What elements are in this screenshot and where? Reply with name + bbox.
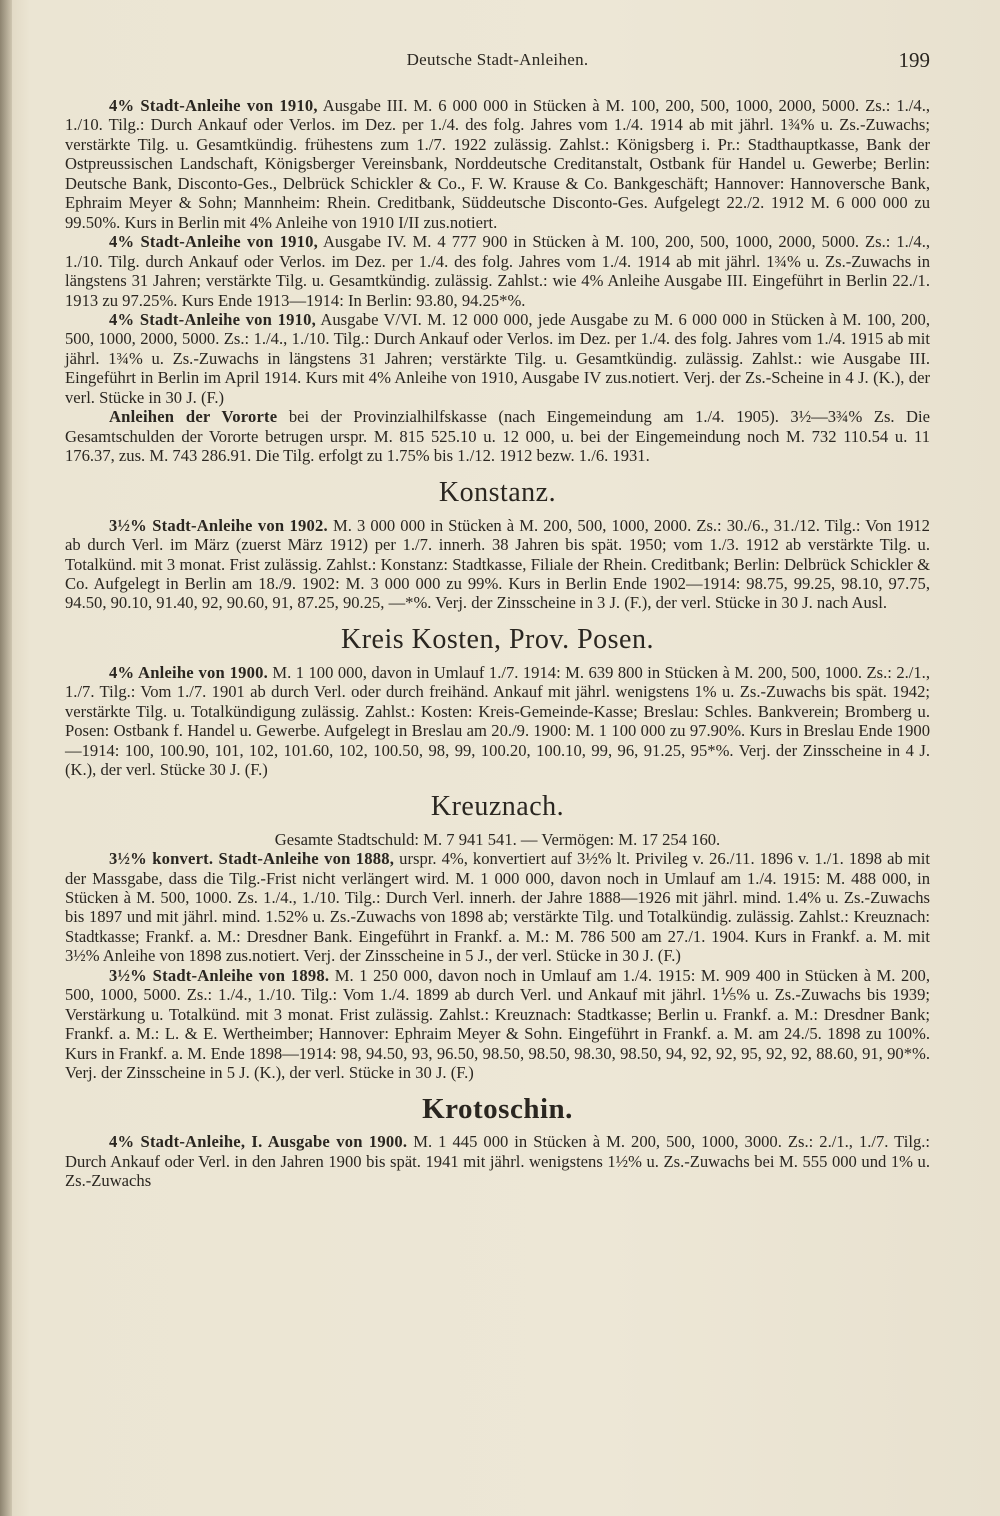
page-number: 199: [898, 48, 930, 72]
bond-details: urspr. 4%, konvertiert auf 3½% lt. Privileg v. 26./11. 1896 v. 1./1. 1898 ab mit der Massgabe, dass die Tilg.-Frist nicht verlängert wird. M. 1 000 000, davon noch in Umlauf am 1./4. 1915: M. 488 000, in Stücken à M. 500, 1000. Zs. 1./4., 1./10. Tilg.: Durch Verl. innerh. der Jahre 1888—1926 mit jährl. mind. 1.4% u. Zs.-Zuwachs bis 1897 und mit jährl. mind. 1.52% u. Zs.-Zuwachs von 1898 ab; verstärkte Tilg. und Totalkündig. zulässig. Zahlst.: Kreuznach: Stadtkasse; Frankf. a. M.: Dresdner Bank. Eingeführt in Frankf. a. M.: M. 786 500 am 27./1. 1904. Kurs in Frankf. a. M. mit 3½% Anleihe von 1898 zus.notiert. Verj. der Zinsscheine in 5 J., der verl. Stücke in 30 J. (F.): [65, 849, 930, 966]
bond-title: 3½% Stadt-Anleihe von 1902.: [109, 515, 328, 535]
page-content: [65, 96, 930, 1191]
page-binding-edge: [0, 0, 12, 1516]
bond-entry: [65, 407, 930, 465]
section-heading-krotoschin: Krotoschin.: [422, 1093, 573, 1126]
bond-title: 4% Stadt-Anleihe, I. Ausgabe von 1900.: [109, 1132, 408, 1152]
running-title: Deutsche Stadt-Anleihen.: [406, 50, 589, 69]
bond-entry: [65, 232, 930, 310]
section-heading-kreuznach: Kreuznach.: [430, 790, 565, 822]
bond-title: 3½% Stadt-Anleihe von 1898.: [109, 965, 330, 985]
bond-title: 4% Anleihe von 1900.: [109, 662, 268, 682]
bond-entry: [65, 516, 930, 613]
bond-entry: [65, 1132, 930, 1190]
bond-title: 3½% konvert. Stadt-Anleihe von 1888,: [109, 849, 395, 869]
bond-details: M. 1 250 000, davon noch in Umlauf am 1./4. 1915: M. 909 400 in Stücken à M. 200, 500, 1000, 5000. Zs.: 1./4., 1./10. Tilg.: Vom 1./4. 1899 ab durch Verl. und Ankauf mit jährl. 1⅕% u. Zs.-Zuwachs bis 1939; Verstärkung u. Totalkünd. mit 3 monat. Frist zulässig. Zahlst.: Kreuznach: Stadtkasse; Berlin u. Frankf. a. M.: Dresdner Bank; Frankf. a. M.: L. & E. Wertheimber; Hannover: Ephraim Meyer & Sohn. Eingeführt in Frankf. a. M. am 24./5. 1898 zu 100%. Kurs in Frankf. a. M. Ende 1898—1914: 98, 94.50, 93, 96.50, 98.50, 98.50, 98.30, 98.50, 94, 92, 92, 95, 92, 92, 88.60, 91, 90*%. Verj. der Zinsscheine in 5 J. (K.), der verl. Stücke in 30 J. (F.): [65, 965, 930, 1083]
bond-details: M. 1 100 000, davon in Umlauf 1./7. 1914: M. 639 800 in Stücken à M. 200, 500, 1000. Zs.: 2./1., 1./7. Tilg.: Vom 1./7. 1901 ab durch Verl. oder durch freihänd. Ankauf mit jährl. wenigstens 1% u. Zs.-Zuwachs bis spät. 1942; verstärkte Tilg. u. Totalkündigung zulässig. Zahlst.: Kosten: Kreis-Gemeinde-Kasse; Breslau: Schles. Bankverein; Bromberg u. Posen: Ostbank f. Handel u. Gewerbe. Aufgelegt in Breslau am 20./9. 1900: M. 1 100 000 zu 97.90%. Kurs in Breslau Ende 1900—1914: 100, 100.90, 101, 102, 101.60, 102, 100.50, 98, 99, 100.20, 100.10, 99, 96, 91.25, 95*%. Verj. der Zinsscheine in 4 J. (K.), der verl. Stücke 30 J. (F.): [65, 662, 930, 780]
bond-details: M. 3 000 000 in Stücken à M. 200, 500, 1000, 2000. Zs.: 30./6., 31./12. Tilg.: Von 1912 ab durch Verl. im März (zuerst März 1912) per 1./7. innerh. 38 Jahren bis spät. 1950; vom 1./3. 1912 ab verstärkte Tilg. u. Totalkünd. mit 3 monat. Frist zulässig. Zahlst.: Konstanz: Stadtkasse, Filiale der Rhein. Creditbank; Berlin: Delbrück Schickler & Co. Aufgelegt in Berlin am 18./9. 1902: M. 3 000 000 zu 99%. Kurs in Berlin Ende 1902—1914: 98.75, 99.25, 98.10, 97.75, 94.50, 90.10, 91.40, 92, 90.60, 91, 87.25, 90.25, —*%. Verj. der Zinsscheine in 3 J. (F.), der verl. Stücke in 30 J. nach Ausl.: [65, 515, 930, 613]
section-heading-kreis-kosten: Kreis Kosten, Prov. Posen.: [341, 623, 654, 655]
bond-entry: [65, 96, 930, 232]
page-header: [65, 48, 930, 78]
bond-entry: [65, 663, 930, 780]
bond-title: Anleihen der Vororte: [109, 407, 278, 427]
debt-summary-line: Gesamte Stadtschuld: M. 7 941 541. — Vermögen: M. 17 254 160.: [274, 829, 721, 849]
bond-details: Ausgabe V/VI. M. 12 000 000, jede Ausgabe zu M. 6 000 000 in Stücken à M. 100, 200, 500, 1000, 2000, 5000. Zs.: 1./4., 1./10. Tilg.: Durch Ankauf oder Verlos. im Dez. per 1./4. des folg. Jahres vom 1./4. 1915 ab mit jährl. 1¾% u. Zs.-Zuwachs in längstens 31 Jahren; verstärkte Tilg. u. Gesamtkündig. zulässig. Zahlst.: wie Ausgabe III. Eingeführt in Berlin im April 1914. Kurs mit 4% Anleihe von 1910, Ausgabe IV zus.notiert. Verj. der Zs.-Scheine in 4 J. (K.), der verl. Stücke in 30 J. (F.): [65, 309, 931, 407]
bond-title: 4% Stadt-Anleihe von 1910,: [109, 96, 318, 115]
bond-title: 4% Stadt-Anleihe von 1910,: [109, 309, 316, 329]
bond-entry: [65, 966, 930, 1083]
bond-details: Ausgabe III. M. 6 000 000 in Stücken à M. 100, 200, 500, 1000, 2000, 5000. Zs.: 1./4., 1./10. Tilg.: Durch Ankauf oder Verlos. im Dez. per 1./4. des folg. Jahres vom 1./4. 1914 ab mit jährl. 1¾% u. Zs.-Zuwachs; verstärkte Tilg. u. Gesamtkündig. frühestens zum 1./7. 1922 zulässig. Zahlst.: Königsberg i. Pr.: Stadthauptkasse, Bank der Ostpreussischen Landschaft, Königsberger Vereinsbank, Norddeutsche Creditanstalt, Ostbank für Handel u. Gewerbe; Berlin: Deutsche Bank, Disconto-Ges., Delbrück Schickler & Co., F. W. Krause & Co. Bankgeschäft; Hannover: Hannoversche Bank, Ephraim Meyer & Sohn; Mannheim: Rhein. Creditbank, Süddeutsche Disconto-Ges. Aufgelegt 22./2. 1912 M. 6 000 000 zu 99.50%. Kurs in Berlin mit 4% Anleihe von 1910 I/II zus.notiert.: [65, 96, 930, 232]
bond-details: M. 1 445 000 in Stücken à M. 200, 500, 1000, 3000. Zs.: 2./1., 1./7. Tilg.: Durch Ankauf oder Verl. in den Jahren 1900 bis spät. 1941 mit jährl. wenigstens 1½% u. Zs.-Zuwachs bei M. 555 000 und 1% u. Zs.-Zuwachs: [65, 1132, 930, 1191]
bond-entry: [65, 310, 930, 407]
section-heading-konstanz: Konstanz.: [438, 476, 557, 508]
bond-details: Ausgabe IV. M. 4 777 900 in Stücken à M. 100, 200, 500, 1000, 2000, 5000. Zs.: 1./4., 1./10. Tilg. durch Ankauf oder Verlos. im Dez. per 1./4. des folg. Jahres vom 1./4. 1914 ab mit jährl. 1¾% u. Zs.-Zuwachs in längstens 31 Jahren; verstärkte Tilg. u. Gesamtkündig. zulässig. Zahlst.: wie 4% Anleihe Ausgabe III. Eingeführt in Berlin 22./1. 1913 zu 97.25%. Kurs Ende 1913—1914: In Berlin: 93.80, 94.25*%.: [65, 232, 930, 310]
bond-title: 4% Stadt-Anleihe von 1910,: [109, 232, 318, 252]
bond-entry: [65, 849, 930, 966]
bond-details: bei der Provinzialhilfskasse (nach Eingemeindung am 1./4. 1905). 3½—3¾% Zs. Die Gesamtschulden der Vororte betrugen urspr. M. 815 525.10 u. 12 000, u. bei der Eingemeindung noch M. 732 110.54 u. 11 176.37, zus. M. 743 286.91. Die Tilg. erfolgt zu 1.75% bis 1./12. 1912 bezw. 1./6. 1931.: [65, 407, 930, 466]
